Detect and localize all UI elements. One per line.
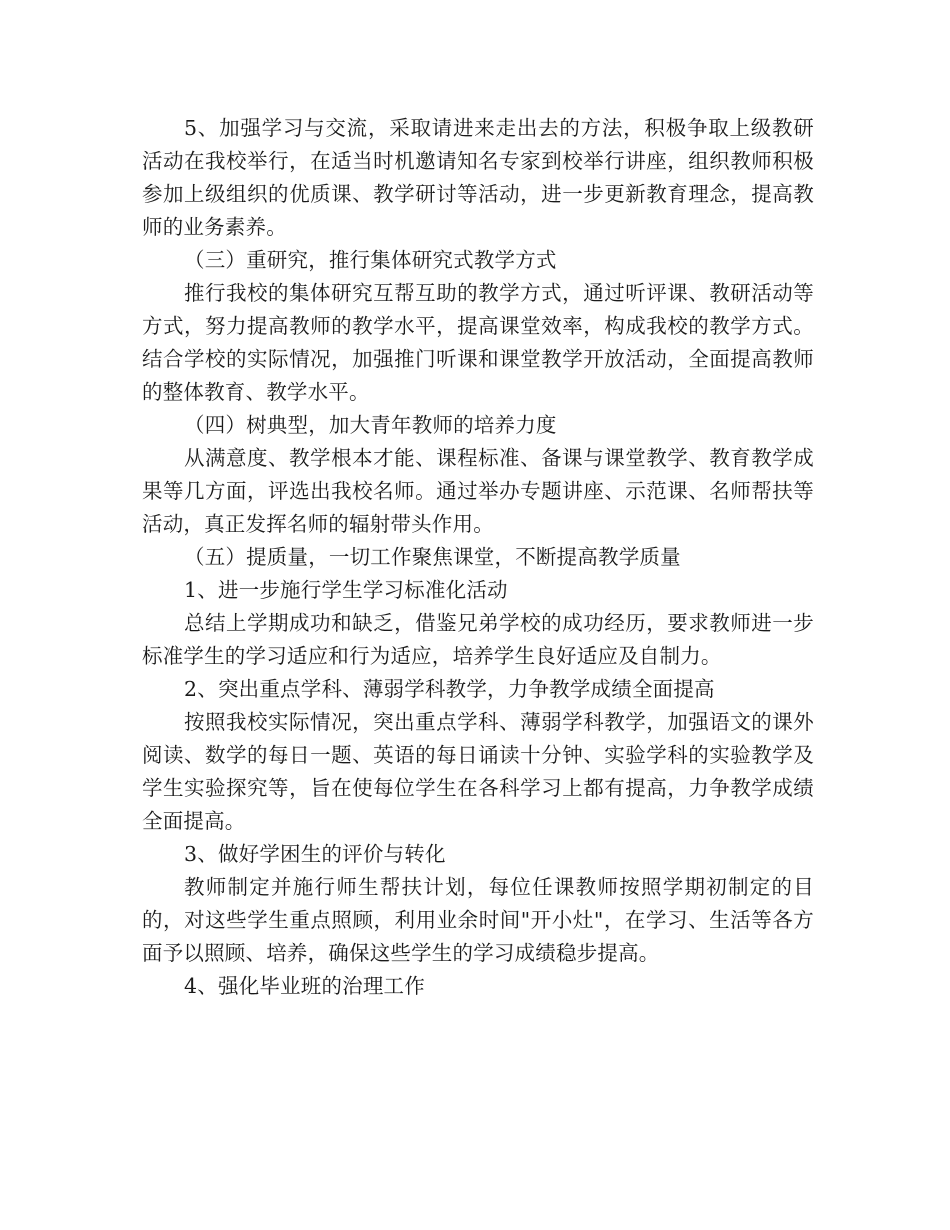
subheading-3-struggling-students: 3、做好学困生的评价与转化: [184, 842, 446, 866]
section-heading-3-research: （三）重研究，推行集体研究式教学方式: [184, 248, 557, 272]
document-body: [142, 112, 814, 1003]
paragraph-collective-research: 推行我校的集体研究互帮互助的教学方式，通过听评课、教研活动等方式，努力提高教师的教学水平，提高课堂效率，构成我校的教学方式。结合学校的实际情况，加强推门听课和课堂教学开放活动，全面提高教师的整体教育、教学水平。: [142, 281, 814, 404]
paragraph-standardization: 总结上学期成功和缺乏，借鉴兄弟学校的成功经历，要求教师进一步标准学生的学习适应和行为适应，培养学生良好适应及自制力。: [142, 611, 814, 668]
section-heading-4-model: （四）树典型，加大青年教师的培养力度: [184, 413, 557, 437]
subheading-2-key-subjects: 2、突出重点学科、薄弱学科教学，力争教学成绩全面提高: [184, 677, 715, 701]
paragraph-item-5-exchange: 5、加强学习与交流，采取请进来走出去的方法，积极争取上级教研活动在我校举行，在适当时机邀请知名专家到校举行讲座，组织教师积极参加上级组织的优质课、教学研讨等活动，进一步更新教育理念，提高教师的业务素养。: [142, 116, 814, 239]
paragraph-key-subjects: 按照我校实际情况，突出重点学科、薄弱学科教学，加强语文的课外阅读、数学的每日一题、英语的每日诵读十分钟、实验学科的实验教学及学生实验探究等，旨在使每位学生在各科学习上都有提高，力争教学成绩全面提高。: [142, 710, 814, 833]
section-heading-5-quality: （五）提质量，一切工作聚焦课堂，不断提高教学质量: [184, 545, 681, 569]
paragraph-struggling-students: 教师制定并施行师生帮扶计划，每位任课教师按照学期初制定的目的，对这些学生重点照顾，利用业余时间"开小灶"，在学习、生活等各方面予以照顾、培养，确保这些学生的学习成绩稳步提高。: [142, 875, 814, 965]
subheading-1-standardization: 1、进一步施行学生学习标准化活动: [184, 578, 508, 602]
paragraph-famous-teachers: 从满意度、教学根本才能、课程标准、备课与课堂教学、教育教学成果等几方面，评选出我校名师。通过举办专题讲座、示范课、名师帮扶等活动，真正发挥名师的辐射带头作用。: [142, 446, 814, 536]
subheading-4-graduating-classes: 4、强化毕业班的治理工作: [184, 974, 425, 998]
